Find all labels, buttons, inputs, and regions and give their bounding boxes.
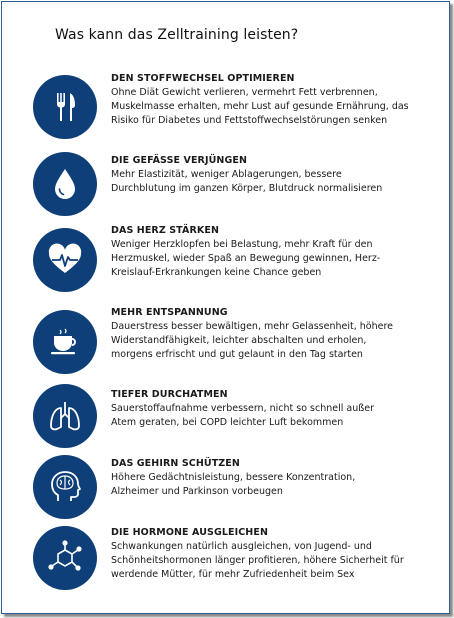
- benefit-text-line: Atem geraten, bei COPD leichter Luft bekommen: [111, 417, 344, 428]
- benefit-text-line: Muskelmasse erhalten, mehr Lust auf gesunde Ernährung, das: [111, 101, 409, 112]
- benefit-item-hormones: [33, 526, 433, 596]
- benefit-item-brain: [33, 457, 433, 527]
- benefit-text-line: Risiko für Diabetes und Fettstoffwechselstörungen senken: [111, 115, 388, 126]
- benefit-text-line: Schwankungen natürlich ausgleichen, von Jugend- und: [111, 541, 372, 552]
- benefit-item-vessels: [33, 154, 433, 224]
- benefit-heading: DAS GEHIRN SCHÜTZEN: [111, 458, 240, 469]
- benefit-heading: DEN STOFFWECHSEL OPTIMIEREN: [111, 73, 295, 84]
- benefit-item-heart: [33, 224, 433, 294]
- benefit-heading: DIE HORMONE AUSGLEICHEN: [111, 527, 268, 538]
- molecule-icon: [33, 526, 97, 590]
- benefit-text-line: Alzheimer und Parkinson vorbeugen: [111, 486, 283, 497]
- benefit-text-line: Kreislauf-Erkrankungen keine Chance geben: [111, 267, 322, 278]
- benefit-text-line: Weniger Herzklopfen bei Belastung, mehr Kraft für den: [111, 239, 373, 250]
- benefit-heading: DIE GEFÄSSE VERJÜNGEN: [111, 155, 248, 166]
- benefit-item-metabolism: [33, 72, 433, 142]
- benefit-text-line: Herzmuskel, wieder Spaß an Bewegung gewinnen, Herz-: [111, 253, 381, 264]
- benefit-heading: MEHR ENTSPANNUNG: [111, 307, 228, 318]
- benefit-text-line: Sauerstoffaufnahme verbessern, nicht so schnell außer: [111, 403, 374, 414]
- benefit-item-breathing: [33, 388, 433, 458]
- benefit-item-relaxation: [33, 306, 433, 376]
- benefit-text-line: morgens erfrischt und gut gelaunt in den Tag starten: [111, 349, 363, 360]
- benefit-text-line: werdende Mütter, für mehr Zufriedenheit beim Sex: [111, 569, 355, 580]
- benefit-text-line: Höhere Gedächtnisleistung, bessere Konzentration,: [111, 472, 356, 483]
- brain-head-icon: [33, 455, 97, 519]
- benefit-text-line: Mehr Elastizität, weniger Ablagerungen, bessere: [111, 169, 342, 180]
- page-title: Was kann das Zelltraining leisten?: [55, 27, 299, 43]
- benefit-heading: TIEFER DURCHATMEN: [111, 389, 228, 400]
- lungs-icon: [33, 384, 97, 448]
- benefit-text-line: Ohne Diät Gewicht verlieren, vermehrt Fett verbrennen,: [111, 87, 378, 98]
- tea-cup-icon: [33, 310, 97, 374]
- benefit-text-line: Schönheitshormonen länger profitieren, höhere Sicherheit für: [111, 555, 404, 566]
- drop-icon: [33, 152, 97, 216]
- heart-pulse-icon: [33, 228, 97, 292]
- fork-knife-icon: [33, 75, 97, 139]
- benefit-text-line: Durchblutung im ganzen Körper, Blutdruck normalisieren: [111, 183, 383, 194]
- benefit-heading: DAS HERZ STÄRKEN: [111, 225, 219, 236]
- benefit-text-line: Widerstandfähigkeit, leichter abschalten und erholen,: [111, 335, 367, 346]
- benefit-text-line: Dauerstress besser bewältigen, mehr Gelassenheit, höhere: [111, 321, 393, 332]
